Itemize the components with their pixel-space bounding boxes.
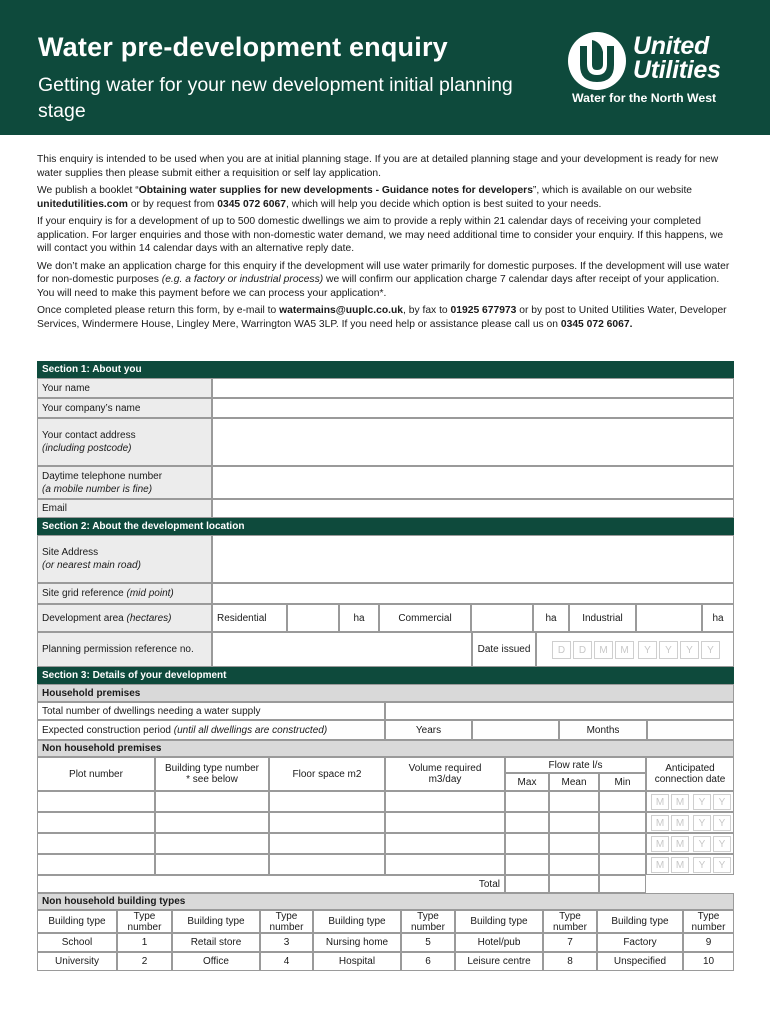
building-type-name: Office — [172, 952, 260, 971]
development-area-label — [37, 604, 212, 632]
building-types-subheader: Non household building types — [37, 893, 734, 910]
building-type-header: Building type — [37, 910, 117, 933]
date-digit-box[interactable]: M — [651, 857, 669, 873]
building-type-number: 10 — [683, 952, 734, 971]
flow-min-field[interactable] — [599, 791, 646, 812]
date-digit-box[interactable]: M — [615, 641, 634, 659]
building-type-field[interactable] — [155, 812, 269, 833]
flow-min-header: Min — [599, 773, 646, 791]
date-digit-box[interactable]: Y — [713, 794, 731, 810]
connection-date-field[interactable] — [646, 833, 734, 854]
industrial-area-field[interactable] — [636, 604, 702, 632]
intro-paragraph: This enquiry is intended to be used when you are at initial planning stage. If you are at detailed planning stage and your development is ready for new water supplies then please submit either a requisition or self lay application. — [37, 154, 719, 179]
household-premises-subheader: Household premises — [37, 684, 734, 702]
commercial-area-field[interactable] — [471, 604, 533, 632]
contact-address-field[interactable] — [212, 418, 734, 466]
floor-space-field[interactable] — [269, 791, 385, 812]
website-link[interactable]: unitedutilities.com — [37, 198, 128, 210]
building-type-number: 5 — [401, 933, 455, 952]
floor-space-field[interactable] — [269, 833, 385, 854]
flow-max-field[interactable] — [505, 791, 549, 812]
text-run: or by request from — [127, 198, 218, 210]
text-run: we will confirm our application charge 7 calendar days after receipt of your application. You will need to make this payment before we can process your application*. — [37, 274, 720, 299]
volume-field[interactable] — [385, 854, 505, 875]
flow-max-field[interactable] — [505, 833, 549, 854]
building-type-number: 7 — [543, 933, 597, 952]
united-utilities-logo-mark — [566, 30, 628, 92]
total-blank-cell — [646, 875, 734, 893]
enquiry-form — [37, 361, 734, 973]
planning-reference-field[interactable] — [212, 632, 472, 667]
residential-unit-label: ha — [339, 604, 379, 632]
intro-paragraph — [37, 184, 737, 211]
header-text: Building type number — [165, 763, 259, 774]
date-digit-box[interactable]: Y — [680, 641, 699, 659]
building-type-name: Leisure centre — [455, 952, 543, 971]
volume-required-header — [385, 757, 505, 791]
text-run: , by fax to — [403, 305, 451, 316]
site-address-label — [37, 535, 212, 583]
date-digit-box[interactable]: Y — [638, 641, 657, 659]
flow-min-field[interactable] — [599, 812, 646, 833]
email-field[interactable] — [212, 499, 734, 518]
section2-header: Section 2: About the development location — [37, 518, 734, 535]
connection-date-field[interactable] — [646, 854, 734, 875]
connection-date-field[interactable] — [646, 791, 734, 812]
flow-rate-header: Flow rate l/s — [505, 757, 646, 773]
section1-header: Section 1: About you — [37, 361, 734, 378]
date-digit-box[interactable]: D — [573, 641, 592, 659]
united-utilities-logo — [566, 30, 736, 110]
email-link[interactable]: watermains@uuplc.co.uk — [279, 305, 404, 316]
email-label: Email — [37, 499, 212, 518]
building-type-name: Unspecified — [597, 952, 683, 971]
flow-min-field[interactable] — [599, 833, 646, 854]
label-note: (until all dwellings are constructed) — [173, 724, 328, 736]
commercial-label: Commercial — [379, 604, 471, 632]
plot-number-field[interactable] — [37, 833, 155, 854]
header-note: * see below — [186, 774, 238, 785]
date-digit-box[interactable]: M — [594, 641, 613, 659]
page-header — [0, 0, 770, 135]
text-run: We publish a booklet “ — [37, 185, 139, 196]
date-digit-box[interactable]: M — [671, 794, 689, 810]
flow-mean-field[interactable] — [549, 791, 599, 812]
booklet-title: Obtaining water supplies for new developments - Guidance notes for developers — [138, 185, 533, 196]
label-note: (mid point) — [126, 588, 174, 599]
floor-space-header: Floor space m2 — [269, 757, 385, 791]
label-text: Planning permission reference no. — [42, 644, 194, 655]
planning-reference-label — [37, 632, 212, 667]
phone-label — [37, 466, 212, 499]
construction-period-label — [37, 720, 385, 740]
building-type-name: Nursing home — [313, 933, 401, 952]
header-text: Type number — [553, 910, 587, 933]
header-text: Type number — [691, 910, 726, 933]
header-text: Volume required m3/day — [408, 763, 482, 785]
building-type-header: Building type — [313, 910, 401, 933]
grid-reference-field[interactable] — [212, 583, 734, 604]
type-number-header — [401, 910, 455, 933]
logo-wordmark-line2: Utilities — [633, 56, 721, 84]
intro-paragraph: If your enquiry is for a development of up to 500 domestic dwellings we aim to provide a reply within 21 calendar days of receiving your completed application. For larger enquiries and those with non-domestic water demand, we may need additional time to consider your enquiry. If this happens, we will contact you within 14 calendar days with an alternative reply date. — [37, 216, 724, 254]
text-run: , which will help you decide which option is best suited to your needs. — [285, 198, 602, 210]
type-number-header — [543, 910, 597, 933]
total-mean-field[interactable] — [549, 875, 599, 893]
date-digit-box[interactable]: M — [651, 815, 669, 831]
volume-field[interactable] — [385, 791, 505, 812]
date-digit-box[interactable]: Y — [693, 857, 711, 873]
date-digit-box[interactable]: Y — [693, 794, 711, 810]
building-type-number: 3 — [260, 933, 313, 952]
date-digit-box[interactable]: M — [651, 794, 669, 810]
page-title: Water pre-development enquiry — [38, 32, 448, 62]
logo-tagline: Water for the North West — [572, 91, 717, 105]
building-type-number: 9 — [683, 933, 734, 952]
building-type-number-header — [155, 757, 269, 791]
volume-field[interactable] — [385, 833, 505, 854]
phone-number: 0345 072 6067. — [560, 318, 633, 330]
months-label: Months — [559, 720, 647, 740]
header-text: Anticipated connection date — [654, 763, 726, 785]
label-text: Site Address — [42, 547, 99, 558]
flow-min-field[interactable] — [599, 854, 646, 875]
plot-number-field[interactable] — [37, 791, 155, 812]
volume-field[interactable] — [385, 812, 505, 833]
phone-field[interactable] — [212, 466, 734, 499]
label-text: Expected construction period — [42, 724, 171, 736]
fax-number: 01925 677973 — [450, 305, 517, 316]
date-issued-label: Date issued — [472, 632, 536, 667]
floor-space-field[interactable] — [269, 812, 385, 833]
date-digit-box[interactable]: M — [671, 815, 689, 831]
building-type-header: Building type — [455, 910, 543, 933]
intro-paragraph — [37, 260, 737, 301]
text-run: ”, which is available on our website — [532, 185, 693, 196]
text-run: (e.g. a factory or industrial process) — [161, 274, 324, 285]
building-type-name: Retail store — [172, 933, 260, 952]
plot-number-field[interactable] — [37, 812, 155, 833]
total-max-field[interactable] — [505, 875, 549, 893]
flow-mean-field[interactable] — [549, 854, 599, 875]
building-type-field[interactable] — [155, 791, 269, 812]
date-digit-box[interactable]: Y — [659, 641, 678, 659]
label-note: (hectares) — [126, 612, 172, 624]
building-type-header: Building type — [597, 910, 683, 933]
date-digit-box[interactable]: D — [552, 641, 571, 659]
floor-space-field[interactable] — [269, 854, 385, 875]
intro-text — [37, 153, 737, 335]
logo-wordmark-line1: United — [633, 32, 709, 60]
text-run: We don’t make an application charge for this enquiry if the development will use water primarily for domestic purposes. If the development will use water for non-domestic purposes — [37, 260, 730, 285]
flow-max-field[interactable] — [505, 854, 549, 875]
label-note: (a mobile number is fine) — [42, 483, 153, 495]
date-input-boxes[interactable] — [552, 641, 732, 659]
date-digit-box[interactable]: Y — [701, 641, 720, 659]
commercial-unit-label: ha — [533, 604, 569, 632]
type-number-header — [260, 910, 313, 933]
total-min-field[interactable] — [599, 875, 646, 893]
label-note: (including postcode) — [42, 443, 132, 454]
years-field[interactable] — [472, 720, 559, 740]
plot-number-field[interactable] — [37, 854, 155, 875]
date-digit-box[interactable]: Y — [713, 857, 731, 873]
phone-number: 0345 072 6067 — [217, 198, 286, 210]
dwellings-label: Total number of dwellings needing a water supply — [37, 702, 385, 720]
date-digit-box[interactable]: Y — [693, 815, 711, 831]
company-name-field[interactable] — [212, 398, 734, 418]
label-text: Daytime telephone number — [42, 470, 163, 482]
plot-number-header: Plot number — [37, 757, 155, 791]
residential-label: Residential — [212, 604, 287, 632]
intro-paragraph — [37, 304, 737, 331]
building-type-name: Hospital — [313, 952, 401, 971]
text-run: or by post to United Utilities Water, Developer Services, Windermere House, Lingley Mere, Warrington WA5 3LP. If you need help or assistance please call us on — [37, 305, 727, 330]
building-type-header: Building type — [172, 910, 260, 933]
date-digit-box[interactable]: M — [671, 836, 689, 852]
date-digit-box[interactable]: Y — [693, 836, 711, 852]
label-text: Site grid reference — [42, 588, 124, 599]
flow-max-header: Max — [505, 773, 549, 791]
flow-mean-field[interactable] — [549, 812, 599, 833]
your-name-label: Your name — [37, 378, 212, 398]
connection-date-header — [646, 757, 734, 791]
date-digit-box[interactable]: M — [671, 857, 689, 873]
type-number-header — [117, 910, 172, 933]
flow-mean-field[interactable] — [549, 833, 599, 854]
date-digit-box[interactable]: Y — [713, 836, 731, 852]
type-number-header — [683, 910, 734, 933]
connection-date-field[interactable] — [646, 812, 734, 833]
years-label: Years — [385, 720, 472, 740]
header-text: Type number — [269, 910, 304, 933]
industrial-unit-label: ha — [702, 604, 734, 632]
building-type-number: 2 — [117, 952, 172, 971]
label-note: (or nearest main road) — [42, 560, 141, 571]
header-text: Type number — [127, 910, 162, 933]
building-type-name: School — [37, 933, 117, 952]
total-label: Total — [37, 875, 505, 893]
months-field[interactable] — [647, 720, 734, 740]
company-name-label: Your company’s name — [37, 398, 212, 418]
date-issued-field[interactable] — [536, 632, 734, 667]
building-type-name: Hotel/pub — [455, 933, 543, 952]
label-text: Your contact address — [42, 430, 136, 441]
text-run: Once completed please return this form, by e-mail to — [37, 305, 280, 316]
site-address-field[interactable] — [212, 535, 734, 583]
non-household-premises-subheader: Non household premises — [37, 740, 734, 757]
industrial-label: Industrial — [569, 604, 636, 632]
grid-reference-label — [37, 583, 212, 604]
building-type-field[interactable] — [155, 833, 269, 854]
flow-mean-header: Mean — [549, 773, 599, 791]
contact-address-label — [37, 418, 212, 466]
building-type-number: 6 — [401, 952, 455, 971]
building-type-name: University — [37, 952, 117, 971]
building-type-name: Factory — [597, 933, 683, 952]
dwellings-field[interactable] — [385, 702, 734, 720]
date-digit-box[interactable]: M — [651, 836, 669, 852]
label-text: Development area — [42, 612, 124, 624]
header-text: Type number — [411, 910, 445, 933]
building-type-number: 1 — [117, 933, 172, 952]
date-digit-box[interactable]: Y — [713, 815, 731, 831]
your-name-field[interactable] — [212, 378, 734, 398]
building-type-field[interactable] — [155, 854, 269, 875]
flow-max-field[interactable] — [505, 812, 549, 833]
section3-header: Section 3: Details of your development — [37, 667, 734, 684]
residential-area-field[interactable] — [287, 604, 339, 632]
page-subtitle: Getting water for your new development initial planning stage — [38, 74, 513, 122]
building-type-number: 8 — [543, 952, 597, 971]
building-type-number: 4 — [260, 952, 313, 971]
